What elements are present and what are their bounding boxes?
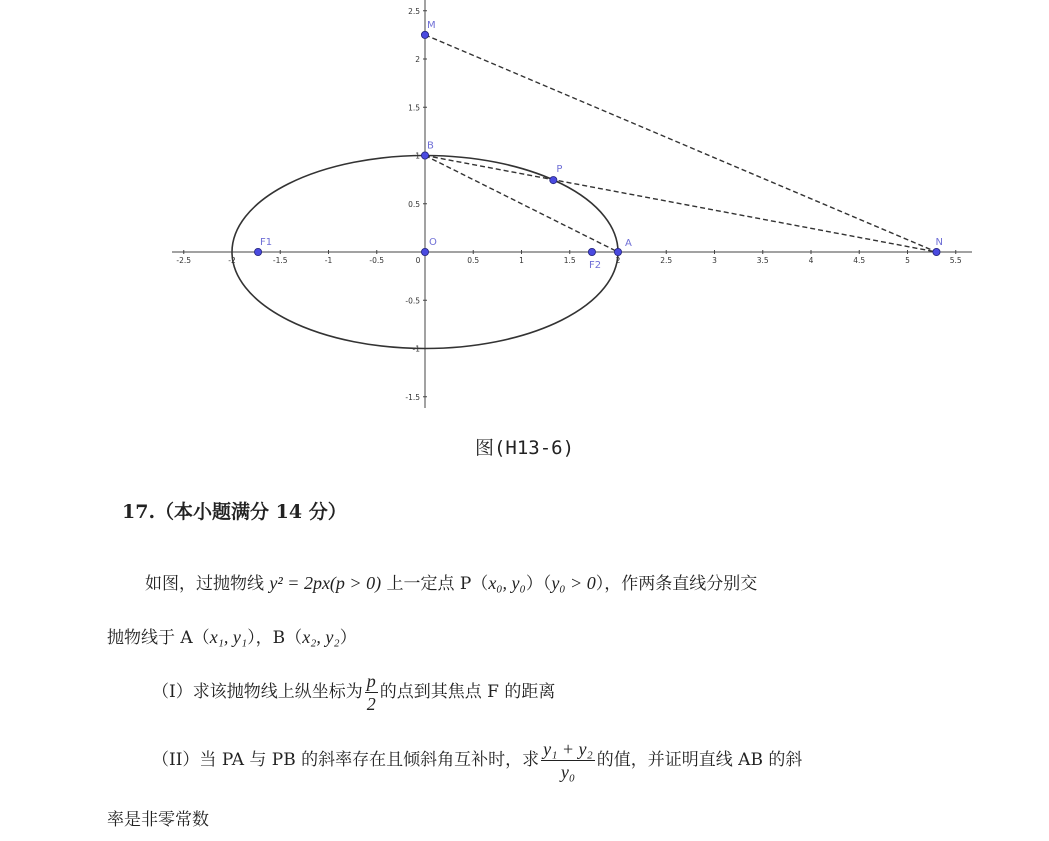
y-tick-label: -1 — [412, 344, 420, 354]
text: ） — [339, 628, 357, 648]
point-label-m: M — [427, 19, 436, 31]
dashed-segment-MN — [425, 35, 936, 252]
x-tick-label: -1 — [324, 256, 333, 265]
dashed-segment-BA — [425, 156, 618, 253]
part-2-continued: 率是非零常数 — [107, 810, 209, 830]
tick-labels — [176, 7, 962, 402]
x-tick-label: 4.5 — [853, 256, 866, 265]
text: ），B（ — [247, 628, 303, 648]
point-f1 — [254, 248, 261, 255]
text: 如图，过抛物线 — [145, 574, 270, 594]
point-b-coords: x₂, y₂ — [302, 627, 340, 647]
problem-line-2 — [107, 628, 357, 647]
axes — [172, 0, 972, 408]
x-tick-label: -0.5 — [369, 256, 385, 265]
dashed-segments — [425, 35, 936, 252]
text: 抛物线于 A（ — [107, 628, 210, 648]
x-tick-label: -1.5 — [272, 256, 288, 265]
x-tick-label: 2.5 — [660, 256, 673, 265]
text: （II）当 PA 与 PB 的斜率存在且倾斜角互补时，求 — [152, 750, 540, 770]
x-tick-label: 0.5 — [467, 256, 480, 265]
point-a-coords: x₁, y₁ — [209, 627, 248, 647]
point-o — [421, 248, 428, 255]
y-tick-label: 2 — [415, 55, 420, 64]
numerator: y₁ + y₂ — [543, 739, 593, 759]
text: 的值，并证明直线 AB 的斜 — [596, 750, 803, 770]
x-tick-label: 1.5 — [563, 256, 576, 265]
problem-title: 17.（本小题满分 14 分） — [122, 501, 347, 523]
x-tick-label: 3.5 — [756, 256, 769, 265]
y-tick-label: 2.5 — [408, 6, 420, 16]
point-label-f1: F1 — [260, 237, 273, 248]
y-tick-label: -0.5 — [405, 296, 420, 306]
point-label-b: B — [427, 140, 434, 152]
x-tick-label: 0 — [415, 256, 421, 265]
dashed-segment-BN — [425, 156, 936, 253]
point-p-coords: x₀, y₀ — [488, 573, 526, 593]
point-label-n: N — [935, 237, 943, 248]
point-label-f2: F2 — [588, 260, 602, 271]
x-tick-label: -2.5 — [176, 256, 192, 265]
point-b — [421, 152, 428, 159]
fraction-p-over-2 — [365, 672, 378, 713]
y-tick-label: 1 — [415, 151, 420, 161]
point-m — [421, 31, 428, 38]
x-tick-label: 4 — [808, 256, 814, 265]
fraction-sum-over-y0 — [541, 740, 595, 781]
point-a — [614, 248, 621, 255]
problem-line-1 — [145, 574, 757, 593]
point-label-p: P — [556, 164, 563, 176]
condition: y₀ > 0 — [551, 573, 596, 593]
point-n — [933, 248, 940, 255]
parabola-equation: y² = 2px(p > 0) — [269, 573, 382, 593]
points — [254, 20, 942, 271]
x-tick-label: 5 — [905, 256, 910, 265]
coordinate-figure — [0, 0, 1049, 420]
y-tick-label: 0.5 — [408, 199, 420, 209]
denominator: 2 — [366, 694, 376, 714]
numerator: p — [366, 671, 376, 691]
text: （I）求该抛物线上纵坐标为 — [152, 682, 363, 702]
point-f2 — [588, 248, 595, 255]
y-tick-label: -1.5 — [405, 392, 420, 402]
text: ），作两条直线分别交 — [595, 574, 758, 594]
part-2 — [152, 740, 802, 781]
point-p — [550, 177, 557, 184]
text: ）（ — [525, 574, 552, 594]
x-tick-label: 1 — [519, 256, 524, 265]
point-label-a: A — [625, 238, 632, 249]
point-label-o: O — [429, 237, 437, 248]
text: 的点到其焦点 F 的距离 — [379, 682, 556, 702]
part-1 — [152, 672, 555, 713]
x-tick-label: 3 — [712, 256, 717, 265]
x-tick-label: -2 — [228, 256, 236, 265]
figure-caption: 图(H13-6) — [474, 437, 575, 459]
text: 上一定点 P（ — [381, 574, 489, 594]
x-tick-label: 5.5 — [949, 256, 962, 265]
y-tick-label: 1.5 — [408, 103, 420, 113]
denominator: y₀ — [560, 762, 576, 782]
x-tick-label: 2 — [615, 256, 621, 265]
